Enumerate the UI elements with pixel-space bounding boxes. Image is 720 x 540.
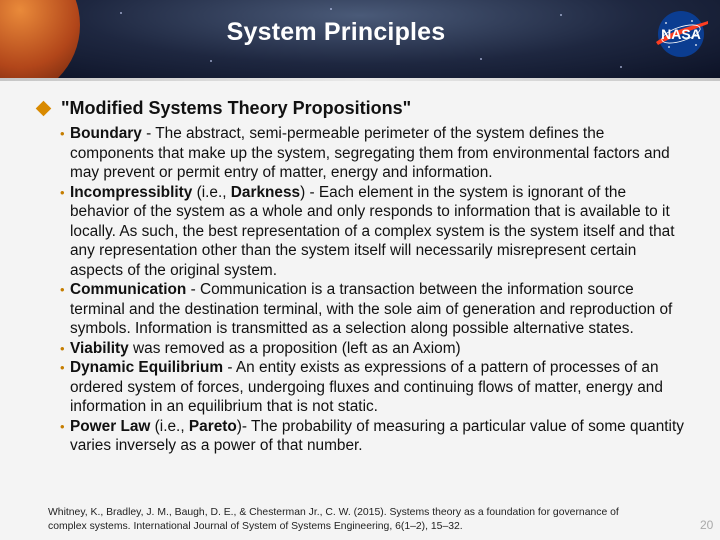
section-heading-text: "Modified Systems Theory Propositions" (61, 98, 412, 118)
proposition-term: Communication (70, 281, 187, 298)
proposition-text: (i.e., (150, 417, 189, 435)
nasa-logo (652, 9, 710, 59)
small-dot-bullet-icon: • (60, 126, 65, 141)
proposition-item (60, 280, 688, 339)
proposition-item (60, 417, 688, 456)
proposition-term: Boundary (70, 125, 142, 142)
proposition-text: - An entity exists as expressions of a pattern of processes of an ordered system of forces, undergoing fluxes and continuing flows of matter, energy and information in an equilibrium that is not static. (70, 359, 663, 415)
star-decoration (120, 12, 122, 14)
star-decoration (330, 8, 332, 10)
proposition-text: was removed as a proposition (left as an Axiom) (128, 339, 461, 357)
proposition-item (60, 358, 688, 417)
proposition-term: Incompressiblity (70, 183, 193, 201)
header-divider (0, 78, 720, 81)
small-dot-bullet-icon: • (60, 418, 65, 434)
proposition-text: )- The probability of measuring a particular value of some quantity varies inversely as a power of that number. (70, 417, 684, 454)
small-dot-bullet-icon: • (60, 282, 65, 297)
slide-header (0, 0, 720, 78)
star-decoration (560, 14, 562, 16)
citation: Whitney, K., Bradley, J. M., Baugh, D. E., & Chesterman Jr., C. W. (2015). Systems theory as a foundation for governance of complex systems. International Journal of System of Systems Engineering, 6(1–2), 15–32. (48, 507, 619, 532)
proposition-list (60, 124, 688, 456)
proposition-term: Power Law (70, 417, 151, 435)
proposition-text: (i.e., (192, 183, 231, 201)
proposition-text: ) - Each element in the system is ignorant of the behavior of the system as a whole and only responds to information that is available to it locally. As such, the best representation of a complex system is the system itself and that any representation other than the system itself will necessarily misrepresent certain aspects of the original system. (70, 183, 675, 279)
small-dot-bullet-icon: • (60, 184, 65, 200)
star-decoration (210, 60, 212, 62)
diamond-bullet-icon (36, 101, 52, 117)
small-dot-bullet-icon: • (60, 360, 65, 375)
proposition-term: Darkness (230, 183, 301, 201)
star-decoration (480, 58, 482, 60)
slide-title: System Principles (226, 18, 446, 46)
proposition-text: - Communication is a transaction between the information source terminal and the destination terminal, with the sole aim of generation and reproduction of symbols. Information is transmitted as a selection along possible alternative states. (70, 281, 673, 337)
proposition-item (60, 124, 688, 183)
proposition-term: Dynamic Equilibrium (70, 359, 224, 376)
section-heading (34, 98, 411, 119)
page-number: 20 (700, 518, 714, 532)
star-decoration (620, 66, 622, 68)
nasa-logo-text: NASA (661, 26, 701, 42)
proposition-item (60, 183, 688, 281)
proposition-term: Viability (70, 339, 129, 357)
proposition-text: - The abstract, semi-permeable perimeter of the system defines the components that make up the system, segregating them from environmental factors and may prevent or permit entry of matter, energy and information. (70, 125, 670, 181)
small-dot-bullet-icon: • (60, 340, 65, 356)
proposition-item (60, 339, 688, 359)
proposition-term: Pareto (188, 417, 237, 435)
